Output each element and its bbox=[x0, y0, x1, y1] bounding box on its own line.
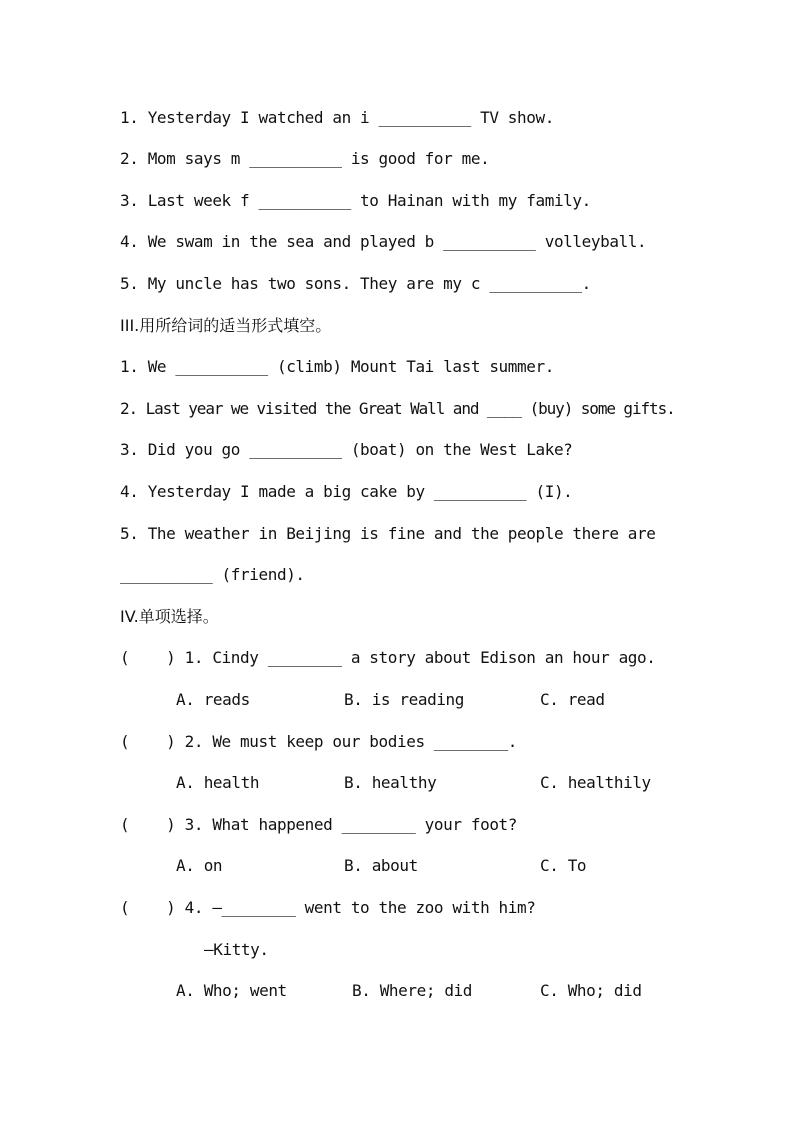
question-4-option-a: A. Who; went bbox=[176, 981, 287, 1000]
question-1-option-b: B. is reading bbox=[344, 690, 465, 709]
fill-item-3: 3. Last week f __________ to Hainan with my family. bbox=[120, 191, 591, 210]
question-3-option-a: A. on bbox=[176, 856, 223, 875]
question-3-stem: ( ) 3. What happened ________ your foot? bbox=[120, 815, 518, 834]
question-3-option-c: C. To bbox=[540, 856, 587, 875]
form-item-1: 1. We __________ (climb) Mount Tai last summer. bbox=[120, 357, 554, 376]
question-2-option-a: A. health bbox=[176, 773, 260, 792]
question-4-option-b: B. Where; did bbox=[352, 981, 473, 1000]
question-1-stem: ( ) 1. Cindy ________ a story about Edison an hour ago. bbox=[120, 648, 656, 667]
fill-item-5: 5. My uncle has two sons. They are my c __________. bbox=[120, 274, 591, 293]
section-heading-iii: III.用所给词的适当形式填空。 bbox=[120, 316, 332, 335]
question-3-option-b: B. about bbox=[344, 856, 418, 875]
fill-item-2: 2. Mom says m __________ is good for me. bbox=[120, 149, 490, 168]
question-2-stem: ( ) 2. We must keep our bodies ________. bbox=[120, 732, 518, 751]
form-item-4: 4. Yesterday I made a big cake by __________ (I). bbox=[120, 482, 573, 501]
form-item-5: 5. The weather in Beijing is fine and the people there are bbox=[120, 524, 656, 543]
form-item-5-continued: __________ (friend). bbox=[120, 565, 305, 584]
fill-item-4: 4. We swam in the sea and played b __________ volleyball. bbox=[120, 232, 647, 251]
fill-item-1: 1. Yesterday I watched an i __________ TV show. bbox=[120, 108, 554, 127]
question-2-option-c: C. healthily bbox=[540, 773, 651, 792]
section-heading-iv: IV.单项选择。 bbox=[120, 607, 219, 626]
form-item-2: 2. Last year we visited the Great Wall and ____ (buy) some gifts. bbox=[120, 399, 675, 418]
question-4-option-c: C. Who; did bbox=[540, 981, 642, 1000]
question-1-option-a: A. reads bbox=[176, 690, 250, 709]
question-4-options bbox=[176, 981, 642, 1061]
form-item-3: 3. Did you go __________ (boat) on the West Lake? bbox=[120, 440, 573, 459]
question-4-reply: —Kitty. bbox=[204, 940, 269, 959]
question-1-option-c: C. read bbox=[540, 690, 605, 709]
question-2-option-b: B. healthy bbox=[344, 773, 437, 792]
question-4-stem: ( ) 4. —________ went to the zoo with him? bbox=[120, 898, 536, 917]
